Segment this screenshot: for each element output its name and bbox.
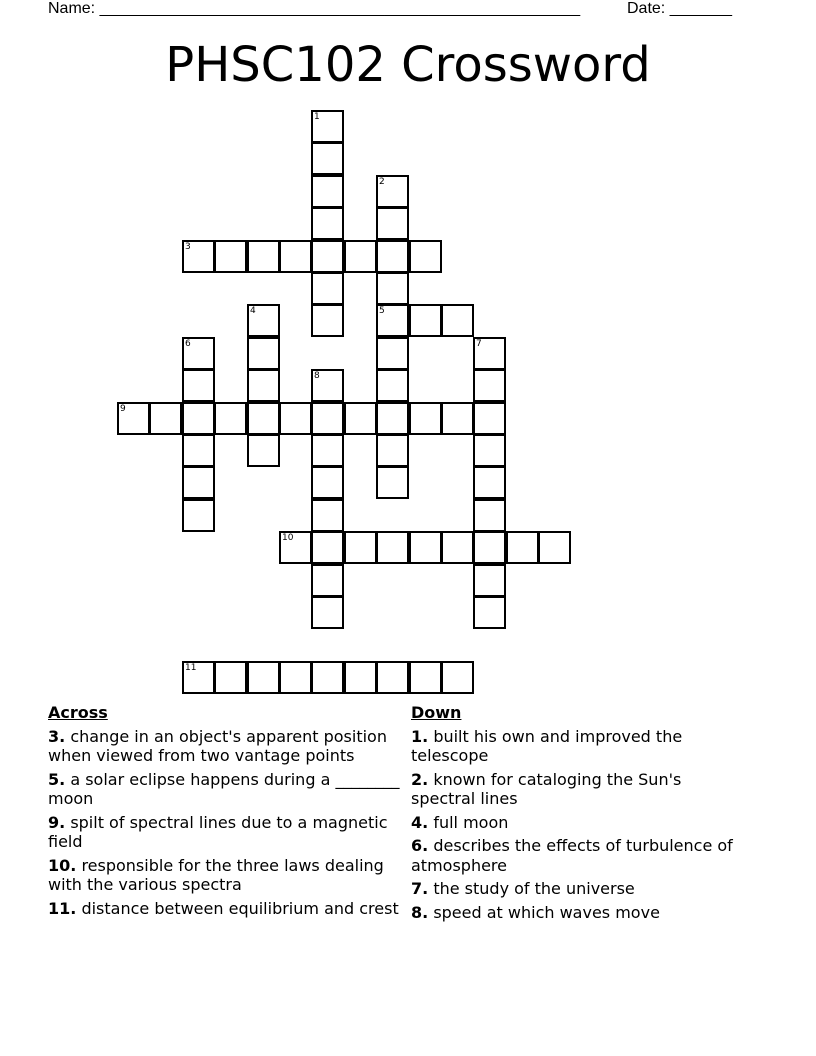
- grid-cell[interactable]: [344, 661, 377, 694]
- cell-number: 3: [185, 242, 191, 252]
- clue-down-6: 6. describes the effects of turbulence of atmosphere: [411, 836, 733, 875]
- grid-cell[interactable]: [311, 175, 344, 208]
- grid-cell[interactable]: [344, 402, 377, 435]
- grid-cell[interactable]: [376, 402, 409, 435]
- grid-cell[interactable]: [441, 661, 474, 694]
- grid-cell[interactable]: [279, 240, 312, 273]
- grid-cell[interactable]: [376, 272, 409, 305]
- cell-number: 5: [379, 306, 385, 316]
- grid-cell[interactable]: [311, 499, 344, 532]
- clue-across-5: 5. a solar eclipse happens during a ________ moon: [48, 769, 400, 808]
- grid-cell[interactable]: [473, 337, 506, 370]
- grid-cell[interactable]: [311, 596, 344, 629]
- clue-across-11: 11. distance between equilibrium and crest: [48, 898, 399, 918]
- grid-cell[interactable]: [247, 240, 280, 273]
- grid-cell[interactable]: [311, 207, 344, 240]
- cell-number: 9: [120, 404, 126, 414]
- grid-cell[interactable]: [182, 499, 215, 532]
- grid-cell[interactable]: [311, 142, 344, 175]
- cell-number: 8: [314, 371, 320, 381]
- grid-cell[interactable]: [311, 110, 344, 143]
- grid-cell[interactable]: [311, 272, 344, 305]
- grid-cell[interactable]: [149, 402, 182, 435]
- grid-cell[interactable]: [473, 596, 506, 629]
- grid-cell[interactable]: [247, 304, 280, 337]
- grid-cell[interactable]: [311, 369, 344, 402]
- grid-cell[interactable]: [311, 661, 344, 694]
- grid-cell[interactable]: [182, 337, 215, 370]
- grid-cell[interactable]: [473, 564, 506, 597]
- grid-cell[interactable]: [214, 661, 247, 694]
- grid-cell[interactable]: [247, 661, 280, 694]
- grid-cell[interactable]: [473, 369, 506, 402]
- grid-cell[interactable]: [376, 369, 409, 402]
- across-clues: [48, 703, 408, 922]
- grid-cell[interactable]: [311, 402, 344, 435]
- grid-cell[interactable]: [409, 240, 442, 273]
- cell-number: 11: [185, 663, 197, 673]
- grid-cell[interactable]: [409, 402, 442, 435]
- grid-cell[interactable]: [214, 240, 247, 273]
- clue-down-8: 8. speed at which waves move: [411, 902, 660, 922]
- grid-cell[interactable]: [182, 434, 215, 467]
- grid-cell[interactable]: [473, 434, 506, 467]
- grid-cell[interactable]: [376, 661, 409, 694]
- grid-cell[interactable]: [376, 175, 409, 208]
- grid-cell[interactable]: [473, 531, 506, 564]
- clue-across-9: 9. spilt of spectral lines due to a magnetic field: [48, 812, 388, 851]
- grid-cell[interactable]: [182, 240, 215, 273]
- grid-cell[interactable]: [311, 564, 344, 597]
- down-clues: [411, 703, 741, 926]
- across-heading: Across: [48, 703, 108, 722]
- cell-number: 7: [476, 339, 482, 349]
- name-field[interactable]: Name: ______________________________________________________: [48, 0, 581, 17]
- page-title: PHSC102 Crossword: [165, 37, 651, 93]
- grid-cell[interactable]: [279, 661, 312, 694]
- clue-down-2: 2. known for cataloging the Sun's spectral lines: [411, 769, 682, 808]
- grid-cell[interactable]: [473, 466, 506, 499]
- grid-cell[interactable]: [311, 434, 344, 467]
- grid-cell[interactable]: [376, 240, 409, 273]
- grid-cell[interactable]: [344, 240, 377, 273]
- grid-cell[interactable]: [182, 466, 215, 499]
- grid-cell[interactable]: [247, 337, 280, 370]
- cell-number: 2: [379, 177, 385, 187]
- grid-cell[interactable]: [538, 531, 571, 564]
- grid-cell[interactable]: [376, 304, 409, 337]
- grid-cell[interactable]: [473, 499, 506, 532]
- grid-cell[interactable]: [311, 466, 344, 499]
- grid-cell[interactable]: [279, 402, 312, 435]
- grid-cell[interactable]: [117, 402, 150, 435]
- grid-cell[interactable]: [441, 531, 474, 564]
- grid-cell[interactable]: [311, 240, 344, 273]
- grid-cell[interactable]: [409, 304, 442, 337]
- grid-cell[interactable]: [311, 304, 344, 337]
- cell-number: 4: [250, 306, 256, 316]
- clue-across-3: 3. change in an object's apparent position when viewed from two vantage points: [48, 726, 387, 765]
- grid-cell[interactable]: [376, 337, 409, 370]
- grid-cell[interactable]: [473, 402, 506, 435]
- grid-cell[interactable]: [214, 402, 247, 435]
- date-field[interactable]: Date: _______: [627, 0, 732, 17]
- grid-cell[interactable]: [376, 531, 409, 564]
- cell-number: 10: [282, 533, 294, 543]
- grid-cell[interactable]: [376, 466, 409, 499]
- grid-cell[interactable]: [409, 531, 442, 564]
- grid-cell[interactable]: [376, 207, 409, 240]
- down-heading: Down: [411, 703, 462, 722]
- clue-down-1: 1. built his own and improved the telescope: [411, 726, 683, 765]
- grid-cell[interactable]: [441, 304, 474, 337]
- grid-cell[interactable]: [182, 369, 215, 402]
- grid-cell[interactable]: [409, 661, 442, 694]
- grid-cell[interactable]: [182, 402, 215, 435]
- cell-number: 1: [314, 112, 320, 122]
- grid-cell[interactable]: [441, 402, 474, 435]
- grid-cell[interactable]: [247, 369, 280, 402]
- grid-cell[interactable]: [506, 531, 539, 564]
- grid-cell[interactable]: [344, 531, 377, 564]
- grid-cell[interactable]: [247, 402, 280, 435]
- grid-cell[interactable]: [376, 434, 409, 467]
- grid-cell[interactable]: [182, 661, 215, 694]
- clue-down-7: 7. the study of the universe: [411, 879, 635, 898]
- grid-cell[interactable]: [247, 434, 280, 467]
- grid-cell[interactable]: [279, 531, 312, 564]
- grid-cell[interactable]: [311, 531, 344, 564]
- clue-across-10: 10. responsible for the three laws dealing with the various spectra: [48, 855, 384, 894]
- clue-down-4: 4. full moon: [411, 812, 509, 832]
- cell-number: 6: [185, 339, 191, 349]
